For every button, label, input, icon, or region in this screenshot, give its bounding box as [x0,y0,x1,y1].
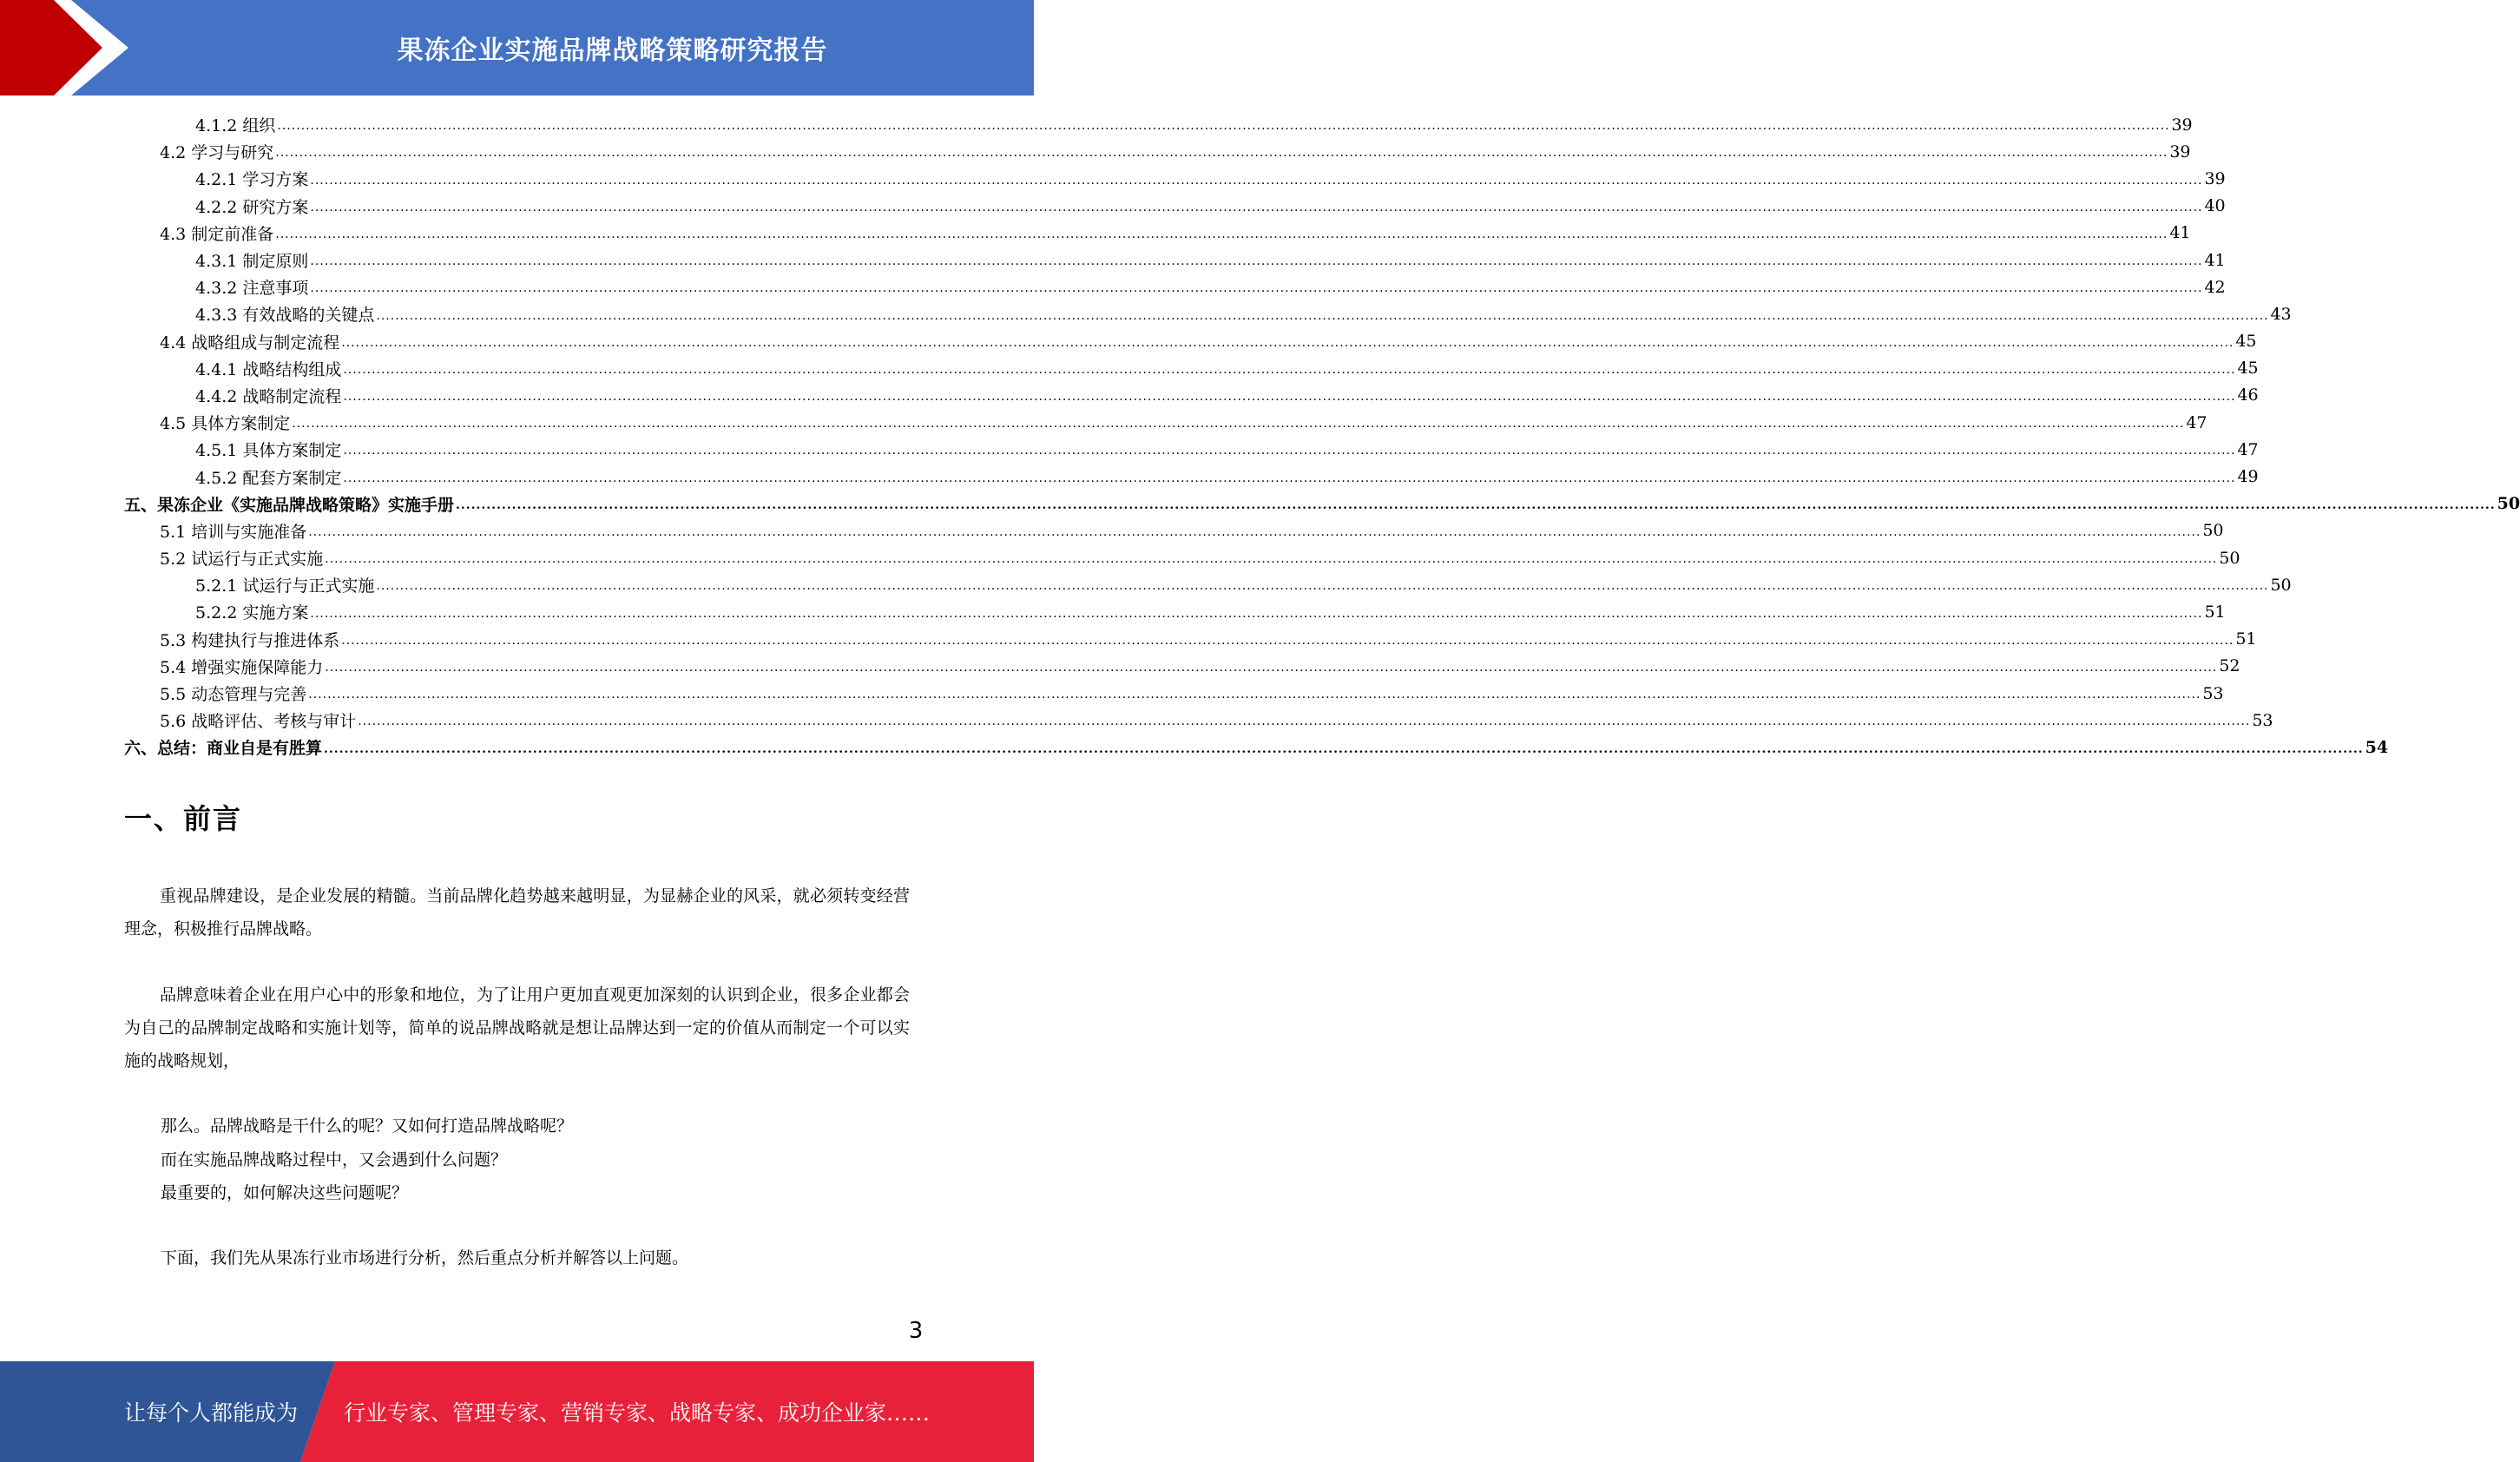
toc-entry-label: 5.2.2 实施方案 [195,603,309,623]
toc-entry-label: 5.4 增强实施保障能力 [160,657,324,677]
question-line-3: 最重要的，如何解决这些问题呢？ [161,1183,409,1202]
toc-entry-page: 53 [2202,683,2224,703]
toc-entry-page: 45 [2235,332,2257,352]
toc-dot-leader: ................................................................................................................................................................................................................................................................................................................................................................................................................ [325,552,2218,567]
toc-entry[interactable] [124,680,2224,707]
toc-dot-leader: ................................................................................................................................................................................................................................................................................................................................................................................................................ [308,525,2201,539]
toc-dot-leader: ................................................................................................................................................................................................................................................................................................................................................................................................................ [325,660,2218,675]
toc-dot-leader: ................................................................................................................................................................................................................................................................................................................................................................................................................ [324,741,2364,756]
toc-dot-leader: ................................................................................................................................................................................................................................................................................................................................................................................................................ [341,335,2234,350]
footer-slogan-right: 行业专家、管理专家、营销专家、战略专家、成功企业家…… [344,1400,931,1426]
toc-dot-leader: ................................................................................................................................................................................................................................................................................................................................................................................................................ [341,633,2234,648]
toc-dot-leader: ................................................................................................................................................................................................................................................................................................................................................................................................................ [275,227,2168,241]
toc-entry[interactable] [124,247,2226,273]
toc-entry-label: 4.5 具体方案制定 [160,414,291,434]
toc-entry-label: 5.5 动态管理与完善 [160,685,307,705]
toc-entry-page: 51 [2235,629,2257,649]
toc-dot-leader: ................................................................................................................................................................................................................................................................................................................................................................................................................ [343,390,2236,405]
toc-entry-label: 5.2.1 试运行与正式实施 [195,576,375,596]
toc-entry[interactable] [124,220,2191,247]
toc-dot-leader: ................................................................................................................................................................................................................................................................................................................................................................................................................ [376,308,2269,323]
toc-entry-label: 4.4.2 战略制定流程 [195,386,342,406]
toc-entry-page: 52 [2219,656,2240,676]
toc-entry[interactable] [124,382,2259,409]
toc-entry[interactable] [124,273,2226,300]
toc-dot-leader: ................................................................................................................................................................................................................................................................................................................................................................................................................ [292,417,2185,431]
toc-entry-label: 4.3 制定前准备 [160,224,274,244]
toc-dot-leader: ................................................................................................................................................................................................................................................................................................................................................................................................................ [310,173,2203,188]
toc-entry-label: 4.3.1 制定原则 [195,252,309,272]
toc-entry-label: 4.4.1 战略结构组成 [195,359,342,379]
toc-entry-label: 5.3 构建执行与推进体系 [160,630,340,650]
toc-entry-label: 4.3.2 注意事项 [195,279,309,299]
closing-paragraph: 下面，我们先从果冻行业市场进行分析，然后重点分析并解答以上问题。 [161,1248,689,1268]
toc-dot-leader: ................................................................................................................................................................................................................................................................................................................................................................................................................ [310,200,2203,214]
page-footer [0,1361,1034,1462]
toc-dot-leader: ................................................................................................................................................................................................................................................................................................................................................................................................................ [308,688,2201,702]
toc-entry-label: 4.4 战略组成与制定流程 [160,333,340,352]
toc-dot-leader: ................................................................................................................................................................................................................................................................................................................................................................................................................ [310,606,2203,621]
toc-entry[interactable] [124,328,2257,355]
toc-entry-label: 4.5.1 具体方案制定 [195,441,342,461]
toc-dot-leader: ................................................................................................................................................................................................................................................................................................................................................................................................................ [343,362,2236,377]
toc-entry-label: 5.6 战略评估、考核与审计 [160,712,357,732]
toc-entry[interactable] [124,193,2226,220]
paragraph-2: 品牌意味着企业在用户心中的形象和地位，为了让用户更加直观更加深刻的认识到企业，很多企业都会为自己的品牌制定战略和实施计划等，简单的说品牌战略就是想让品牌达到一定的价值从而制定一个可以实施的战略规划， [124,985,910,1070]
footer-slogan-left: 让每个人都能成为 [124,1400,299,1426]
toc-entry-label: 4.2.1 学习方案 [195,170,309,190]
section-heading: 一、前言 [124,802,243,835]
toc-dot-leader: ................................................................................................................................................................................................................................................................................................................................................................................................................ [376,579,2269,594]
toc-entry-label: 4.3.3 有效战略的关键点 [195,306,375,326]
question-line-2: 而在实施品牌战略过程中，又会遇到什么问题？ [161,1150,508,1169]
toc-entry-page: 50 [2219,548,2240,568]
toc-entry-label: 五、果冻企业《实施品牌战略策略》实施手册 [124,495,455,515]
toc-entry-page: 40 [2204,196,2226,216]
toc-entry[interactable] [124,436,2259,463]
toc-entry-label: 5.2 试运行与正式实施 [160,550,324,570]
toc-entry[interactable] [124,626,2257,653]
toc-entry[interactable] [124,355,2259,382]
toc-entry[interactable] [124,544,2240,571]
toc-entry-page: 42 [2204,277,2226,297]
toc-entry[interactable] [124,517,2224,544]
toc-entry[interactable] [124,300,2292,327]
toc-dot-leader: ................................................................................................................................................................................................................................................................................................................................................................................................................ [343,471,2236,485]
toc-entry-page: 47 [2237,439,2259,459]
toc-entry[interactable] [124,598,2226,625]
page-number: 3 [908,1318,924,1344]
toc-entry[interactable] [124,734,2389,761]
toc-entry-page: 49 [2237,467,2259,487]
toc-entry[interactable] [124,111,2193,138]
toc-entry-page: 43 [2270,304,2292,324]
toc-entry-page: 50 [2202,521,2224,541]
toc-entry[interactable] [124,463,2259,490]
table-of-contents [124,111,2520,761]
toc-entry-page: 39 [2169,142,2191,161]
toc-entry-page: 39 [2204,168,2226,188]
toc-entry-page: 50 [2270,575,2292,595]
toc-entry-page: 41 [2169,223,2191,243]
toc-dot-leader: ................................................................................................................................................................................................................................................................................................................................................................................................................ [343,444,2236,458]
toc-dot-leader: ................................................................................................................................................................................................................................................................................................................................................................................................................ [275,146,2168,161]
toc-entry-label: 4.5.2 配套方案制定 [195,468,342,488]
toc-entry-label: 六、总结：商业自是有胜算 [124,739,323,759]
toc-entry[interactable] [124,491,2520,517]
toc-entry-page: 51 [2204,602,2226,622]
toc-entry-label: 4.1.2 组织 [195,116,276,136]
paragraph-1: 重视品牌建设，是企业发展的精髓。当前品牌化趋势越来越明显，为显赫企业的风采，就必须转变经营理念，积极推行品牌战略。 [124,886,910,938]
toc-entry[interactable] [124,165,2226,192]
document-title: 果冻企业实施品牌战略策略研究报告 [397,36,828,66]
page-header [0,0,1034,95]
toc-entry[interactable] [124,409,2207,436]
toc-entry-page: 47 [2186,412,2207,432]
toc-entry[interactable] [124,571,2292,598]
toc-entry-page: 45 [2237,359,2259,379]
toc-dot-leader: ................................................................................................................................................................................................................................................................................................................................................................................................................ [277,119,2170,134]
toc-entry-page: 41 [2204,250,2226,270]
toc-entry-page: 53 [2252,710,2273,730]
toc-entry-label: 4.2 学习与研究 [160,143,274,163]
toc-dot-leader: ................................................................................................................................................................................................................................................................................................................................................................................................................ [310,281,2203,296]
toc-entry-page: 39 [2171,115,2193,135]
toc-entry-page: 54 [2365,737,2389,757]
toc-dot-leader: ................................................................................................................................................................................................................................................................................................................................................................................................................ [358,715,2251,729]
toc-entry-page: 46 [2237,385,2259,405]
question-line-1: 那么。品牌战略是干什么的呢？又如何打造品牌战略呢？ [161,1116,574,1136]
toc-entry-page: 50 [2497,494,2520,514]
toc-entry-label: 4.2.2 研究方案 [195,197,309,217]
toc-dot-leader: ................................................................................................................................................................................................................................................................................................................................................................................................................ [456,497,2496,512]
toc-entry[interactable] [124,653,2240,680]
toc-entry-label: 5.1 培训与实施准备 [160,522,307,542]
toc-entry[interactable] [124,707,2273,734]
toc-dot-leader: ................................................................................................................................................................................................................................................................................................................................................................................................................ [310,254,2203,269]
toc-entry[interactable] [124,138,2191,165]
